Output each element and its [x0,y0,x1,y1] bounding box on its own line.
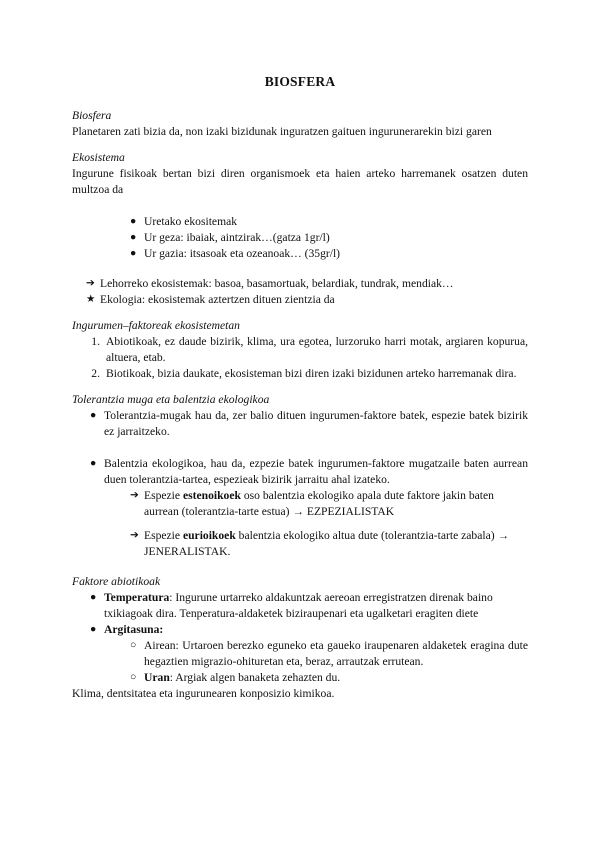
arrow-icon: ➔ [130,490,139,501]
arrow-icon: ➔ [130,530,139,541]
bullet-icon: ● [90,410,97,421]
bullet-icon: ● [130,232,137,243]
section-heading-biosfera: Biosfera [72,109,112,122]
list-item: ● Temperatura: Ingurune urtarreko aldakuntzak aereoan erregistratzen direnak baino txikiagoak dira. Tenperatura-aldaketek biziraupenari eta ugalketari eragiten diete [90,591,493,620]
section-heading-ekosistema: Ekosistema [72,151,125,164]
list-item: ● Ur gazia: itsasoak eta ozeanoak… (35gr/l) [130,247,341,260]
list-item: ➔ Espezie estenoikoek oso balentzia ekologiko apala dute faktore jakin baten aurrean (tolerantzia-tarte estua) → EZPEZIALISTAK [130,489,494,518]
list-item: ○ Airean: Urtaroen berezko eguneko eta gaueko iraupenaren aldaketek eragina dute hegaztien migrazio-ohituretan eta, beraz, arrautzak errutean. [130,639,528,668]
list-item: ● Ur geza: ibaiak, aintzirak…(gatza 1gr/l) [130,231,330,244]
list-item: ➔ Lehorreko ekosistemak: basoa, basamortuak, belardiak, tundrak, mendiak… [86,277,454,290]
faktore-footer-text: Klima, dentsitatea eta ingurunearen konposizio kimikoa. [72,687,335,700]
bullet-icon: ● [90,624,97,635]
bullet-icon: ● [90,458,97,469]
list-item: 2. Biotikoak, bizia daukate, ekosisteman bizi diren izaki bizidunen arteko harremanak dira. [91,367,517,380]
list-item: 1. Abiotikoak, ez daude bizirik, klima, ura egotea, lurzoruko harri motak, argiaren kopurua, altuera, etab. [91,335,528,364]
list-item: ★ Ekologia: ekosistemak aztertzen dituen zientzia da [86,293,335,306]
page-title: BIOSFERA [264,74,336,89]
list-item: ➔ Espezie eurioikoek balentzia ekologiko altua dute (tolerantzia-tarte zabala) → JENERALISTAK. [130,529,510,558]
biosfera-text: Planetaren zati bizia da, non izaki bizidunak inguratzen gaituen ingurunerarekin bizi garen [72,125,492,138]
list-item: ● Balentzia ekologikoa, hau da, ezpezie batek ingurumen-faktore mugatzaile baten aurrean duen tolerantzia-tartea, espezieak bizirik jarraitu ahal izateko. [90,457,528,486]
section-heading-tolerantzia: Tolerantzia muga eta balentzia ekologikoa [72,393,270,406]
bullet-icon: ● [90,592,97,603]
list-item: ● Argitasuna: [90,623,164,636]
circle-bullet-icon: ○ [130,672,137,683]
bullet-icon: ● [130,216,137,227]
list-item: ● Uretako ekositemak [130,215,238,228]
arrow-icon: ➔ [86,278,95,289]
section-heading-ingurumen: Ingurumen–faktoreak ekosistemetan [72,319,240,332]
ekosistema-text: Ingurune fisikoak bertan bizi diren organismoek eta haien arteko harremanek osatzen duten multzoa da [72,167,528,196]
list-item: ○ Uran: Argiak algen banaketa zehazten du. [130,671,341,684]
document-body [72,108,528,702]
section-heading-faktore: Faktore abiotikoak [72,575,161,588]
star-icon: ★ [86,294,96,305]
list-item: ● Tolerantzia-mugak hau da, zer balio dituen ingurumen-faktore batek, espezie batek bizirik ez jarraitzeko. [90,409,528,438]
circle-bullet-icon: ○ [130,640,137,651]
bullet-icon: ● [130,248,137,259]
